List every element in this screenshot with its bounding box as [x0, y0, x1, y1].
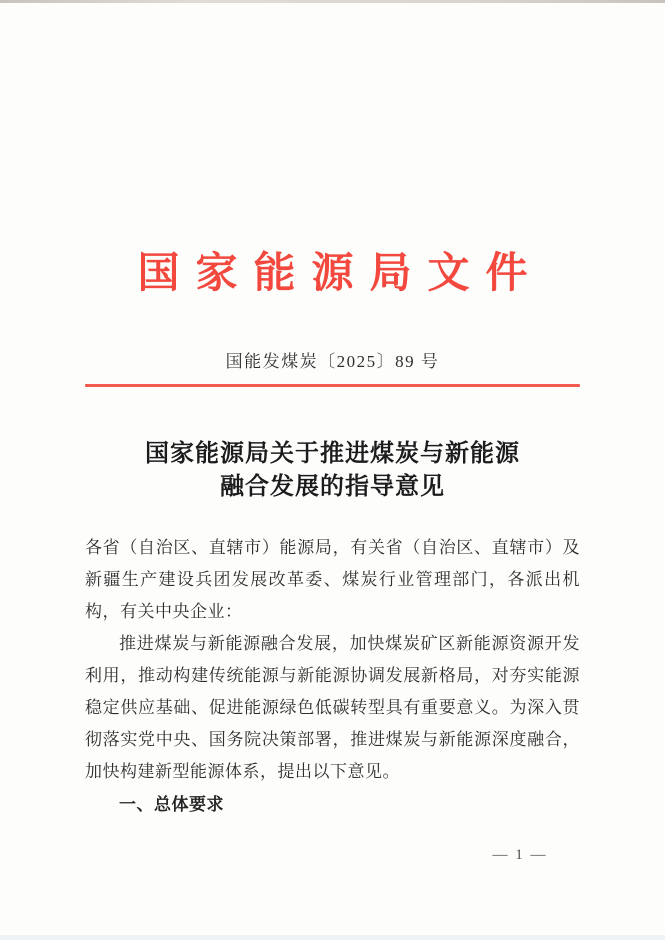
scan-edge-top [0, 0, 665, 3]
section-heading: 一、总体要求 [119, 795, 224, 814]
page-number: — 1 — [492, 847, 548, 863]
document-body [85, 532, 580, 821]
document-title-line1: 国家能源局关于推进煤炭与新能源 [145, 441, 520, 467]
document-title-line2: 融合发展的指导意见 [220, 474, 445, 500]
intro-paragraph: 推进煤炭与新能源融合发展，加快煤炭矿区新能源资源开发利用，推动构建传统能源与新能源协调发展新格局，对夯实能源稳定供应基础、促进能源绿色低碳转型具有重要意义。为深入贯彻落实党中央、国务院决策部署，推进煤炭与新能源深度融合，加快构建新型能源体系，提出以下意见。 [85, 634, 580, 781]
document-number: 国能发煤炭〔2025〕89 号 [225, 352, 440, 371]
agency-header: 国家能源局文件 [137, 251, 544, 297]
scan-edge-bottom [0, 935, 665, 940]
document-title [0, 438, 665, 504]
addressee-paragraph: 各省（自治区、直辖市）能源局，有关省（自治区、直辖市）及新疆生产建设兵团发展改革委、煤炭行业管理部门，各派出机构，有关中央企业： [85, 538, 580, 621]
red-divider-rule [85, 384, 580, 387]
